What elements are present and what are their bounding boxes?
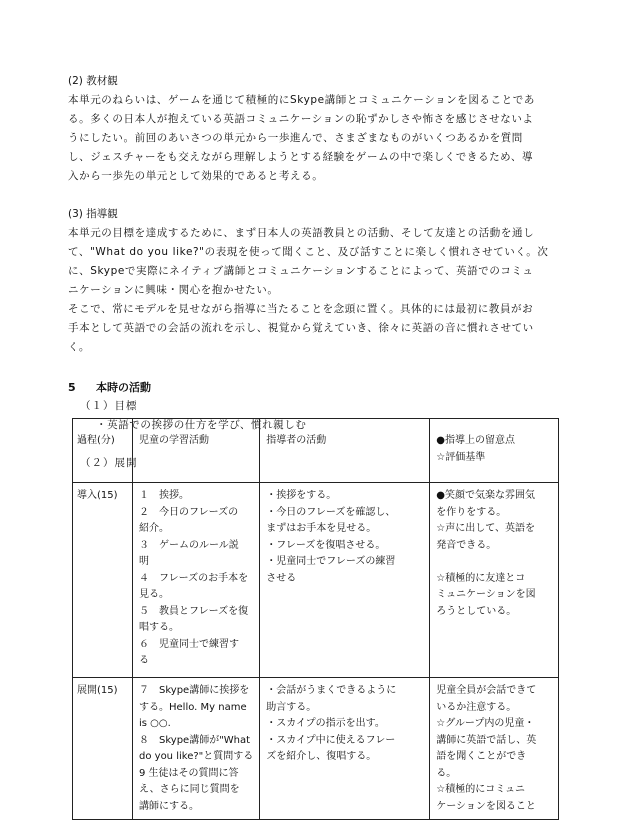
header-notes-line: ☆評価基準 — [436, 451, 486, 463]
cell-line: ４ フレーズのお手本を — [139, 572, 249, 584]
materials-line: 入から一歩先の単元として効果的であると考える。 — [68, 170, 324, 182]
cell-line: させる — [266, 572, 297, 584]
cell-line: 講師にする。 — [139, 800, 199, 812]
cell-line: ３ ゲームのルール説 — [139, 539, 239, 551]
materials-line: る。多くの日本人が抱えている英語コミュニケーションの恥ずかしさや怖さを感じさせないよ — [68, 113, 534, 125]
cell-line: ８ Skype講師が"What — [139, 734, 251, 746]
guidance-line: く。 — [68, 341, 90, 353]
cell-line: 助言する。 — [266, 701, 317, 713]
cell-line: ☆積極的にコミュニ — [436, 784, 526, 795]
cell-line: 見る。 — [139, 589, 169, 600]
guidance-line: ニケーションに興味・関心を抱かせたい。 — [68, 284, 279, 296]
cell-line: ●笑顔で気楽な雰囲気 — [436, 490, 535, 501]
header-teacher-activity: 指導者の活動 — [260, 419, 430, 483]
goal-item: ・英語での挨拶の仕方を学び、慣れ親しむ — [96, 419, 307, 431]
cell-line: ・会話がうまくできるように — [266, 685, 397, 696]
materials-line: うにしたい。前回のあいさつの単元から一歩進んで、さまざまなものがいくつあるかを質問 — [68, 132, 523, 144]
cell-line: ・挨拶をする。 — [266, 490, 337, 501]
table-row — [73, 483, 559, 678]
cell-notes — [430, 678, 559, 820]
cell-line: do you like?"と質問する — [139, 751, 254, 762]
cell-line: 語を聞くことができ — [436, 751, 527, 762]
header-notes — [430, 419, 559, 483]
cell-line: ６ 児童同士で練習す — [139, 638, 239, 650]
materials-heading: (2) 教材観 — [68, 75, 118, 87]
cell-line: ・今日のフレーズを確認し、 — [266, 506, 396, 518]
table-row — [73, 678, 559, 820]
cell-line: を作りをする。 — [436, 506, 507, 518]
cell-line: ☆グループ内の児童・ — [436, 718, 535, 729]
cell-line: ☆声に出して、英語を — [436, 523, 536, 534]
header-notes-line: ●指導上の留意点 — [436, 435, 515, 446]
cell-teacher-activity — [260, 678, 430, 820]
guidance-line: て、"What do you like?"の表現を使って聞くこと、及び話すことに楽しく慣れさせていく。次 — [68, 246, 549, 258]
cell-line: る。 — [436, 767, 457, 779]
cell-line: え、さらに同じ質問を — [139, 784, 240, 795]
cell-line: ・スカイプ中に使えるフレー — [266, 734, 396, 746]
section-5-number: 5 — [68, 381, 76, 394]
development-heading: （２）展開 — [80, 457, 138, 469]
guidance-line: 本単元の目標を達成するために、まず日本人の英語教員との活動、そして友達との活動を通し — [68, 227, 535, 239]
guidance-line: そこで、常にモデルを見せながら指導に当たることを念頭に置く。具体的には最初に教員がお — [68, 303, 534, 315]
cell-line: 講師に英語で話し、英 — [436, 734, 537, 746]
cell-line: １ 挨拶。 — [139, 490, 189, 501]
section-5-title: 本時の活動 — [96, 381, 151, 394]
cell-process: 導入(15) — [73, 483, 133, 678]
cell-line: ５ 教員とフレーズを復 — [139, 605, 249, 617]
guidance-heading: (3) 指導観 — [68, 208, 118, 220]
cell-notes — [430, 483, 559, 678]
cell-process: 展開(15) — [73, 678, 133, 820]
cell-line: ・フレーズを復唱させる。 — [266, 539, 386, 551]
cell-line — [436, 554, 552, 571]
materials-line: 本単元のねらいは、ゲームを通じて積極的にSkype講師とコミュニケーションを図ることであ — [68, 94, 535, 106]
lesson-plan-table — [72, 418, 559, 820]
cell-line: ミュニケーションを図 — [436, 589, 536, 600]
cell-line: 唱する。 — [139, 622, 179, 633]
cell-line: ・スカイプの指示を出す。 — [266, 718, 385, 729]
cell-line: 紹介。 — [139, 523, 169, 534]
cell-line: る — [139, 655, 149, 666]
header-student-activity: 児童の学習活動 — [133, 419, 260, 483]
section-5-heading — [68, 378, 578, 397]
cell-line: ７ Skype講師に挨拶を — [139, 685, 250, 696]
cell-line: ・児童同士でフレーズの練習 — [266, 556, 396, 567]
cell-line: ズを紹介し、復唱する。 — [266, 751, 377, 762]
document-body — [68, 72, 578, 473]
cell-line: ろうとしている。 — [436, 605, 517, 617]
materials-line: し、ジェスチャーをも交えながら理解しようとする経験をゲームの中で楽しくできるため、導 — [68, 151, 534, 163]
guidance-line: に、Skypeで実際にネイティブ講師とコミュニケーションすることによって、英語でのコミュ — [68, 265, 534, 277]
cell-student-activity — [133, 483, 260, 678]
cell-line: ケーションを図ること — [436, 800, 536, 812]
cell-line: する。Hello. My name — [139, 701, 247, 713]
cell-line: ２ 今日のフレーズの — [139, 506, 239, 518]
cell-line: 9 生徒はその質問に答 — [139, 767, 239, 779]
cell-teacher-activity — [260, 483, 430, 678]
cell-line: is ○○. — [139, 718, 171, 729]
cell-line: 発音できる。 — [436, 539, 497, 551]
cell-line: 児童全員が会話できて — [436, 685, 537, 696]
cell-line: いるか注意する。 — [436, 701, 517, 713]
guidance-line: 手本として英語での会話の流れを示し、視覚から覚えていき、徐々に英語の音に慣れさせてい — [68, 322, 534, 334]
table-header-row — [73, 419, 559, 483]
header-process: 過程(分) — [73, 419, 133, 483]
goal-heading: （１）目標 — [80, 400, 138, 412]
cell-line: まずはお手本を見せる。 — [266, 523, 377, 534]
cell-line: 明 — [139, 556, 149, 567]
cell-line: ☆積極的に友達とコ — [436, 572, 526, 584]
cell-student-activity — [133, 678, 260, 820]
